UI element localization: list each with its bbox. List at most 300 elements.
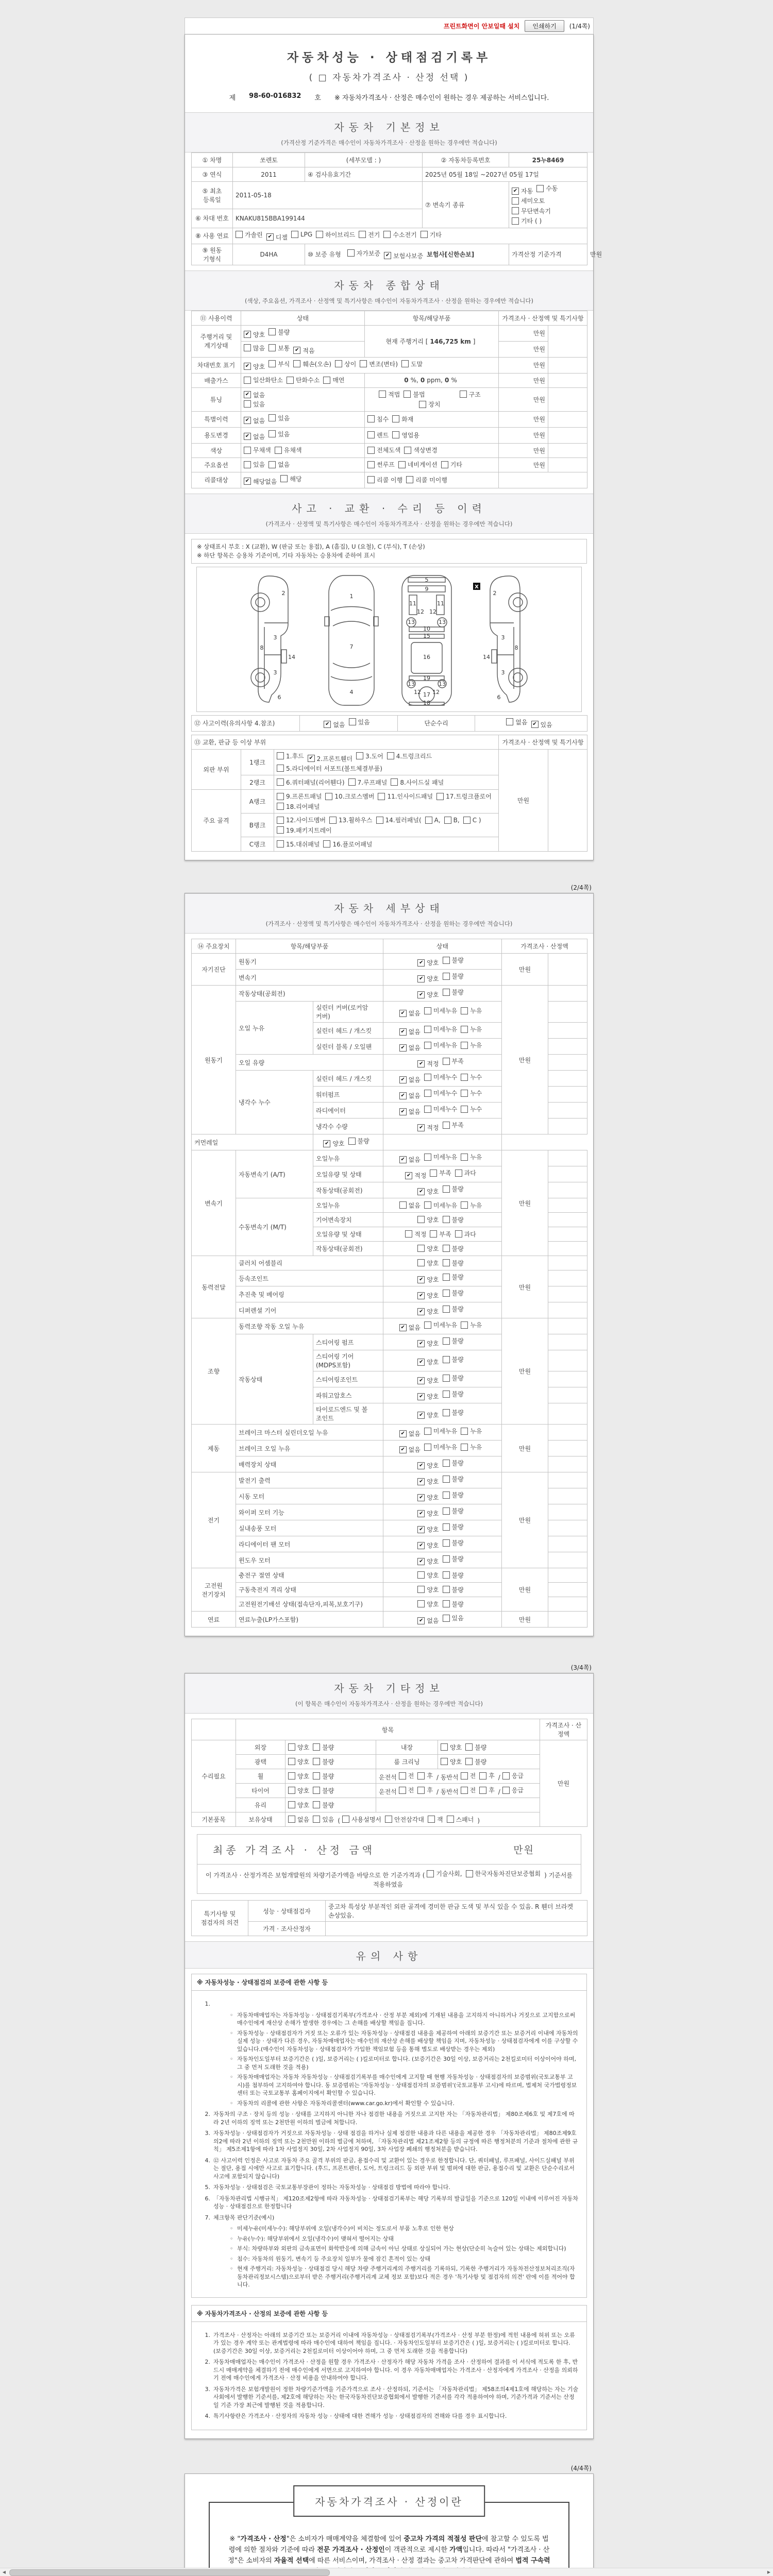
checkbox[interactable] [268,461,276,468]
checkbox[interactable] [288,1772,295,1780]
checkbox[interactable] [313,1758,320,1765]
checkbox[interactable] [288,1787,295,1794]
checkbox-option[interactable] [387,752,432,760]
checkbox-option[interactable] [367,460,395,469]
checkbox-option[interactable] [417,1616,439,1625]
checkbox[interactable] [443,1492,450,1499]
checkbox[interactable] [392,431,399,438]
checkbox[interactable] [428,1816,435,1823]
checkbox-option[interactable] [268,328,290,336]
checkbox-option[interactable] [443,1244,464,1253]
checkbox-option[interactable] [244,460,265,469]
checkbox-option[interactable] [244,344,265,352]
checkbox-option[interactable] [316,230,355,239]
checkbox[interactable] [291,231,298,238]
checkbox[interactable]: ✔ [417,1292,425,1299]
checkbox[interactable] [421,231,428,238]
checkbox[interactable]: ✔ [417,1510,425,1517]
checkbox-option[interactable] [266,233,288,242]
checkbox-option[interactable] [288,1757,309,1766]
checkbox-option[interactable] [417,1571,439,1580]
checkbox[interactable] [277,793,284,800]
checkbox[interactable]: ✔ [417,1393,425,1400]
checkbox-option[interactable] [424,1025,457,1033]
checkbox-option[interactable] [461,1427,482,1435]
checkbox[interactable]: ✔ [417,1542,425,1549]
car-top-view-diagram[interactable] [321,572,382,708]
checkbox[interactable]: ✔ [244,363,251,370]
checkbox-option[interactable] [288,1815,309,1824]
checkbox-option[interactable] [391,778,444,787]
checkbox-option[interactable] [280,474,301,483]
checkbox[interactable] [461,1106,468,1113]
checkbox[interactable]: ✔ [417,959,425,967]
checkbox-option[interactable] [441,1743,462,1752]
checkbox[interactable] [443,1586,450,1593]
checkbox[interactable]: ✔ [417,1478,425,1485]
checkbox[interactable] [443,1337,450,1345]
checkbox-option[interactable] [460,390,481,399]
checkbox[interactable] [424,1154,431,1161]
checkbox[interactable] [347,249,355,257]
checkbox-option[interactable] [401,360,423,368]
checkbox[interactable]: ✔ [417,1558,425,1565]
checkbox[interactable]: ✔ [399,1028,407,1036]
install-link[interactable]: 프린트화면이 안보일때 설치 [443,23,520,30]
checkbox[interactable]: ✔ [417,1462,425,1469]
checkbox[interactable] [349,718,356,725]
checkbox[interactable] [268,328,276,335]
checkbox[interactable] [447,1816,454,1823]
checkbox-option[interactable] [277,752,304,760]
checkbox-option[interactable] [399,1009,421,1018]
checkbox-option[interactable] [461,1443,482,1451]
checkbox-option[interactable] [404,446,437,454]
checkbox[interactable] [461,1074,468,1081]
checkbox-option[interactable] [348,1137,369,1145]
checkbox[interactable] [323,377,330,384]
checkbox-option[interactable] [417,1339,439,1348]
checkbox[interactable] [367,447,375,454]
checkbox[interactable] [417,1600,425,1607]
checkbox-option[interactable] [244,477,277,486]
checkbox[interactable] [443,1216,450,1223]
car-right-side-diagram[interactable] [471,572,528,708]
checkbox-option[interactable] [417,1600,439,1608]
checkbox[interactable] [506,718,513,725]
checkbox[interactable] [443,973,450,980]
checkbox-option[interactable] [417,974,439,983]
checkbox[interactable] [378,793,385,800]
checkbox[interactable] [391,778,398,786]
checkbox-option[interactable] [443,1490,464,1499]
checkbox[interactable] [424,1428,431,1435]
checkbox-option[interactable] [308,754,352,763]
checkbox-option[interactable] [359,230,380,239]
checkbox-option[interactable] [392,415,413,423]
checkbox-option[interactable] [268,430,290,438]
checkbox[interactable] [268,344,276,351]
checkbox[interactable] [277,826,284,834]
checkbox[interactable]: ✔ [266,233,274,241]
checkbox-option[interactable] [399,1107,421,1116]
checkbox[interactable] [405,1230,412,1238]
checkbox[interactable] [383,231,391,238]
checkbox-option[interactable] [348,778,388,787]
checkbox-option[interactable] [461,1320,482,1329]
checkbox[interactable] [502,1787,510,1794]
checkbox[interactable]: ✔ [417,1060,425,1067]
checkbox[interactable] [443,1555,450,1563]
checkbox[interactable]: ✔ [417,1412,425,1419]
checkbox-option[interactable] [277,764,382,773]
checkbox[interactable]: ✔ [417,1308,425,1315]
checkbox[interactable] [461,1787,468,1794]
checkbox-option[interactable] [531,720,552,729]
checkbox-option[interactable] [461,1089,482,1097]
checkbox[interactable] [443,1571,450,1579]
checkbox-option[interactable] [277,778,345,787]
checkbox[interactable] [461,1444,468,1451]
checkbox[interactable] [392,415,399,422]
checkbox[interactable] [376,817,383,824]
checkbox[interactable] [461,1201,468,1209]
checkbox[interactable] [443,1391,450,1398]
checkbox[interactable] [404,391,411,398]
checkbox-option[interactable] [443,1289,464,1297]
checkbox-option[interactable] [443,1522,464,1531]
checkbox-option[interactable] [417,990,439,999]
checkbox[interactable] [461,1321,468,1329]
checkbox-option[interactable] [404,390,425,399]
checkbox[interactable] [443,1259,450,1266]
checkbox-option[interactable] [288,1801,309,1809]
checkbox[interactable]: ✔ [417,975,425,982]
checkbox-option[interactable] [444,817,460,824]
checkbox-option[interactable] [399,1445,421,1454]
checkbox[interactable]: ✔ [405,1172,412,1179]
checkbox-option[interactable] [443,1571,464,1580]
checkbox[interactable]: ✔ [417,1340,425,1347]
checkbox-option[interactable] [417,1259,439,1267]
checkbox[interactable] [512,197,519,205]
checkbox[interactable]: ✔ [308,755,315,762]
checkbox-option[interactable] [424,1006,457,1015]
checkbox[interactable] [417,1586,425,1593]
checkbox[interactable]: ✔ [417,1124,425,1131]
checkbox-option[interactable] [441,1757,462,1766]
checkbox-option[interactable] [313,1772,334,1781]
checkbox-option[interactable] [383,230,416,239]
checkbox[interactable] [430,1230,437,1238]
checkbox[interactable] [399,1772,406,1780]
checkbox[interactable] [244,447,251,454]
checkbox-option[interactable] [268,460,290,469]
checkbox-option[interactable] [417,1585,439,1594]
checkbox[interactable]: ✔ [399,1324,407,1331]
checkbox[interactable] [244,377,251,384]
checkbox-option[interactable] [424,1443,457,1451]
checkbox[interactable] [399,1201,407,1209]
checkbox[interactable] [367,415,375,422]
checkbox-option[interactable] [436,792,492,801]
checkbox-option[interactable] [367,446,400,454]
checkbox[interactable] [280,475,288,482]
checkbox-option[interactable] [461,1786,476,1794]
checkbox-option[interactable] [461,1041,482,1049]
checkbox[interactable] [367,476,375,483]
checkbox[interactable] [417,1772,425,1780]
checkbox[interactable] [479,1787,486,1794]
checkbox-option[interactable] [427,1869,462,1878]
checkbox[interactable]: ✔ [244,417,251,424]
checkbox-option[interactable] [313,1757,334,1766]
checkbox-option[interactable] [443,1389,464,1398]
checkbox-option[interactable] [443,1600,464,1608]
checkbox-option[interactable] [367,476,402,484]
checkbox-option[interactable] [244,330,265,339]
checkbox-option[interactable] [443,1408,464,1417]
checkbox-option[interactable] [443,1336,464,1345]
checkbox-option[interactable] [313,1743,334,1752]
checkbox-option[interactable] [406,476,447,484]
checkbox[interactable] [461,1428,468,1435]
checkbox-option[interactable] [443,1121,464,1129]
checkbox[interactable] [461,1026,468,1033]
checkbox[interactable] [502,1772,510,1780]
checkbox-option[interactable] [417,1525,439,1534]
checkbox-option[interactable] [417,1291,439,1300]
checkbox-option[interactable] [417,1215,439,1224]
checkbox-option[interactable] [455,1230,476,1239]
checkbox[interactable]: ✔ [417,1617,425,1624]
checkbox-option[interactable] [461,1771,476,1780]
checkbox[interactable] [443,1507,450,1515]
checkbox-option[interactable] [443,1554,464,1563]
checkbox[interactable] [441,1743,448,1751]
checkbox[interactable] [424,1090,431,1097]
checkbox-option[interactable] [325,792,374,801]
checkbox[interactable] [287,377,294,384]
checkbox-option[interactable] [443,1538,464,1547]
checkbox[interactable] [424,1444,431,1451]
checkbox[interactable] [277,778,284,786]
checkbox-option[interactable] [443,1475,464,1483]
checkbox[interactable] [465,1743,473,1751]
checkbox[interactable] [401,360,409,367]
checkbox[interactable] [443,1356,450,1363]
checkbox-option[interactable] [536,184,558,193]
checkbox[interactable] [536,185,544,192]
checkbox[interactable] [460,391,467,398]
checkbox[interactable] [335,360,342,367]
checkbox[interactable] [268,430,276,437]
checkbox-option[interactable] [512,216,542,225]
checkbox-option[interactable] [417,1786,433,1794]
checkbox-option[interactable] [417,1123,439,1132]
scroll-left-arrow[interactable]: ◀ [0,2568,8,2576]
checkbox[interactable]: ✔ [399,1430,407,1437]
checkbox-option[interactable] [502,1771,524,1780]
print-button[interactable]: 인쇄하기 [525,20,564,32]
checkbox-option[interactable] [425,817,441,824]
horizontal-scrollbar[interactable] [0,2568,773,2576]
checkbox[interactable]: ✔ [417,1526,425,1533]
checkbox-option[interactable] [443,988,464,996]
checkbox[interactable]: ✔ [244,433,251,440]
checkbox-option[interactable] [244,446,271,454]
checkbox[interactable] [277,817,284,824]
checkbox-option[interactable] [349,718,370,726]
checkbox-option[interactable] [323,1139,344,1148]
checkbox-option[interactable] [405,1230,426,1239]
checkbox[interactable] [443,1375,450,1382]
checkbox-option[interactable] [324,720,345,729]
checkbox-option[interactable] [367,431,389,439]
checkbox-option[interactable] [417,1461,439,1470]
checkbox[interactable]: ✔ [417,1494,425,1501]
checkbox[interactable] [443,1523,450,1531]
checkbox-option[interactable] [417,1244,439,1253]
checkbox[interactable] [244,461,251,468]
checkbox[interactable]: ✔ [531,721,539,728]
checkbox-option[interactable] [385,1815,424,1824]
checkbox-option[interactable] [465,1743,486,1752]
checkbox-option[interactable] [417,1477,439,1486]
checkbox[interactable] [443,1122,450,1129]
checkbox[interactable] [313,1772,320,1780]
checkbox[interactable] [419,401,426,408]
checkbox[interactable] [348,1138,356,1145]
checkbox-option[interactable] [384,251,423,260]
checkbox-option[interactable] [288,1772,309,1781]
checkbox-option[interactable] [461,1201,482,1210]
checkbox[interactable] [461,1154,468,1161]
checkbox-option[interactable] [461,1105,482,1113]
checkbox[interactable] [277,765,284,772]
checkbox-option[interactable] [376,816,422,824]
checkbox-option[interactable] [244,376,283,384]
checkbox-option[interactable] [399,1786,414,1794]
checkbox-option[interactable] [417,1541,439,1550]
checkbox-option[interactable] [430,1168,451,1177]
checkbox[interactable] [443,1409,450,1416]
checkbox-option[interactable] [502,1786,524,1794]
checkbox[interactable] [424,1007,431,1014]
checkbox[interactable] [443,1600,450,1607]
checkbox-option[interactable] [443,1273,464,1281]
checkbox[interactable] [293,360,300,367]
checkbox-option[interactable] [461,1025,482,1033]
checkbox[interactable] [443,1274,450,1281]
checkbox[interactable] [367,461,375,468]
checkbox-option[interactable] [512,187,533,195]
checkbox-option[interactable] [424,1041,457,1049]
checkbox[interactable] [417,1259,425,1266]
checkbox[interactable]: ✔ [399,1076,407,1083]
checkbox[interactable] [325,793,332,800]
checkbox-option[interactable] [399,1075,421,1084]
checkbox-option[interactable] [430,1230,451,1239]
checkbox-option[interactable] [417,1376,439,1385]
checkbox-option[interactable] [417,1509,439,1518]
checkbox-option[interactable] [417,1771,433,1780]
checkbox-option[interactable] [419,400,440,409]
checkbox[interactable] [455,1170,462,1177]
checkbox[interactable] [461,1007,468,1014]
checkbox-option[interactable] [424,1320,457,1329]
checkbox[interactable] [385,1816,392,1823]
checkbox-option[interactable] [399,1429,421,1438]
checkbox-option[interactable] [443,1057,464,1065]
checkbox[interactable]: ✔ [244,478,251,485]
checkbox-option[interactable] [479,1786,495,1794]
checkbox[interactable] [424,1201,431,1209]
checkbox[interactable]: ✔ [417,1377,425,1384]
checkbox[interactable] [443,1245,450,1252]
checkbox[interactable] [417,1787,425,1794]
checkbox-option[interactable] [443,1374,464,1382]
checkbox-option[interactable] [424,1089,457,1097]
checkbox[interactable] [359,231,366,238]
checkbox[interactable] [512,217,519,225]
checkbox-option[interactable] [342,1815,381,1824]
checkbox-option[interactable] [424,1105,457,1113]
checkbox-option[interactable] [244,416,265,425]
checkbox-option[interactable] [379,390,400,399]
checkbox-option[interactable] [424,1073,457,1081]
checkbox[interactable] [316,231,323,238]
checkbox[interactable] [463,817,470,824]
checkbox[interactable]: ✔ [399,1446,407,1453]
checkbox[interactable] [275,447,282,454]
checkbox[interactable]: ✔ [399,1044,407,1052]
checkbox-option[interactable] [443,1614,464,1622]
checkbox-option[interactable] [236,230,263,239]
checkbox[interactable] [424,1321,431,1329]
scrollbar-thumb[interactable] [9,2569,330,2576]
checkbox[interactable]: ✔ [244,331,251,338]
checkbox[interactable] [277,840,284,848]
checkbox-option[interactable] [463,817,481,824]
checkbox[interactable] [398,461,406,468]
checkbox[interactable] [288,1801,295,1808]
checkbox-option[interactable] [443,1459,464,1467]
checkbox-option[interactable] [441,460,462,469]
checkbox-option[interactable] [417,1275,439,1284]
checkbox-option[interactable] [268,360,290,368]
checkbox-option[interactable] [356,752,383,760]
checkbox-option[interactable] [417,1358,439,1366]
checkbox[interactable] [466,1870,473,1877]
checkbox-option[interactable] [323,376,344,384]
checkbox[interactable] [461,1042,468,1049]
checkbox-option[interactable] [424,1427,457,1435]
checkbox-option[interactable] [347,249,380,258]
checkbox[interactable]: ✔ [399,1010,407,1017]
checkbox[interactable] [441,461,448,468]
checkbox-option[interactable] [335,360,356,368]
checkbox-option[interactable] [417,1411,439,1419]
checkbox[interactable] [417,1216,425,1223]
checkbox[interactable] [379,391,386,398]
checkbox-option[interactable] [461,1006,482,1015]
checkbox[interactable] [313,1801,320,1808]
checkbox[interactable] [313,1743,320,1751]
checkbox[interactable]: ✔ [324,721,331,728]
checkbox-option[interactable] [288,1743,309,1752]
checkbox[interactable] [465,1758,473,1765]
